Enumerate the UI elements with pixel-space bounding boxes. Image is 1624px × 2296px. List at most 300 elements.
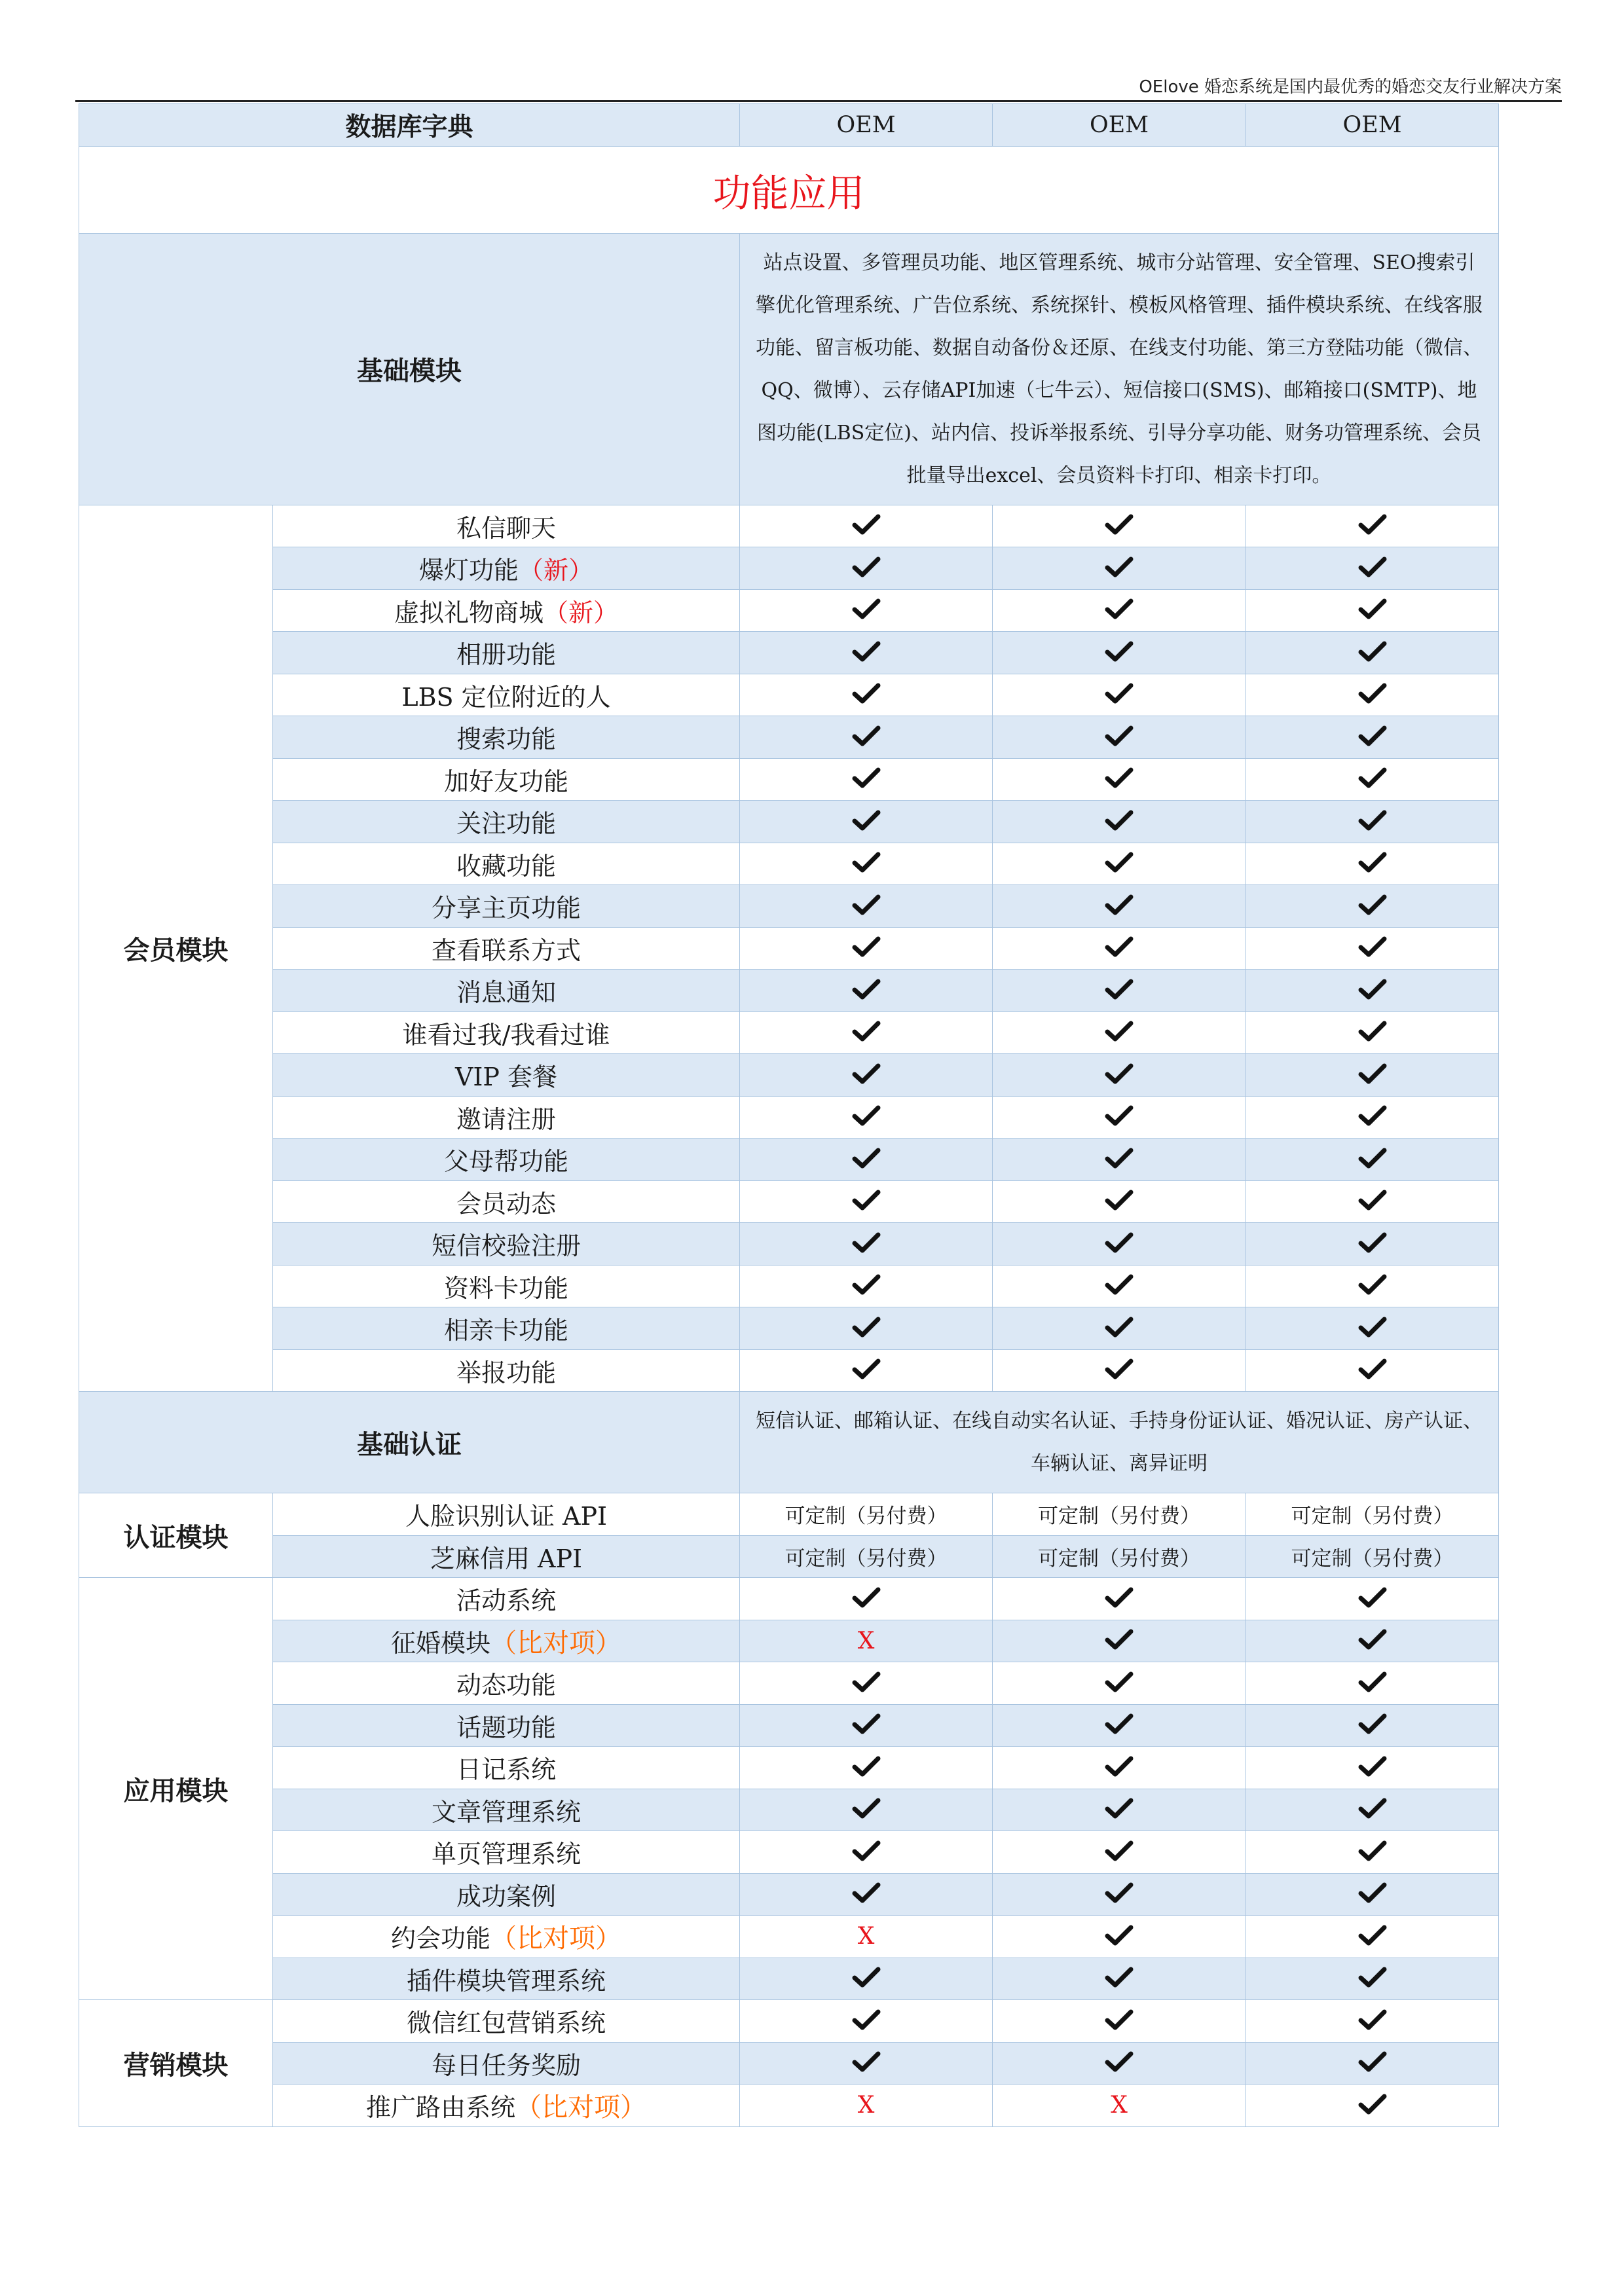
check-icon: [852, 1586, 881, 1609]
check-icon: [1105, 724, 1134, 748]
feature-label: 父母帮功能: [444, 1147, 569, 1176]
table-header-row: [79, 104, 1499, 147]
table-row: [79, 505, 1499, 547]
check-icon: [1105, 640, 1134, 663]
check-icon: [1105, 1965, 1134, 1989]
check-icon: [1358, 935, 1387, 958]
group-label: 会员模块: [79, 505, 273, 1392]
supported-cell: [1246, 547, 1499, 590]
table-row: [79, 1535, 1499, 1578]
check-icon: [1105, 1712, 1134, 1736]
check-icon: [852, 1839, 881, 1863]
compare-tag: （比对项）: [515, 2092, 647, 2123]
check-icon: [852, 1315, 881, 1339]
feature-label: 搜索功能: [456, 725, 557, 754]
table-row: [79, 1139, 1499, 1181]
custom-price-cell: 可定制（另付费）: [993, 1535, 1246, 1578]
check-icon: [852, 1019, 881, 1043]
check-icon: [852, 1712, 881, 1736]
supported-cell: [740, 801, 993, 843]
check-icon: [1105, 850, 1134, 874]
check-icon: [1358, 640, 1387, 663]
supported-cell: [1246, 1873, 1499, 1916]
supported-cell: [1246, 970, 1499, 1012]
feature-name: [273, 2042, 740, 2085]
check-icon: [852, 850, 881, 874]
feature-name: [273, 1265, 740, 1307]
feature-name: [273, 1493, 740, 1536]
unsupported-cell: [740, 1620, 993, 1662]
supported-cell: [740, 1180, 993, 1223]
supported-cell: [1246, 1139, 1499, 1181]
feature-name: [273, 1349, 740, 1392]
feature-label: 查看联系方式: [432, 936, 581, 965]
supported-cell: [993, 1349, 1246, 1392]
feature-name: [273, 632, 740, 674]
check-icon: [852, 2050, 881, 2073]
page-header: OElove 婚恋系统是国内最优秀的婚恋交友行业解决方案: [1139, 77, 1562, 97]
check-icon: [852, 1796, 881, 1820]
feature-name: [273, 674, 740, 716]
table-row: [79, 589, 1499, 632]
check-icon: [1358, 1188, 1387, 1212]
check-icon: [1105, 809, 1134, 832]
check-icon: [852, 1881, 881, 1904]
check-icon: [1105, 1273, 1134, 1296]
check-icon: [1105, 1188, 1134, 1212]
check-icon: [852, 1357, 881, 1381]
supported-cell: [1246, 1789, 1499, 1831]
custom-price-cell: 可定制（另付费）: [993, 1493, 1246, 1536]
edition-header: OEM: [1246, 104, 1499, 147]
check-icon: [852, 1670, 881, 1694]
group-label: 营销模块: [79, 2000, 273, 2127]
check-icon: [1105, 1755, 1134, 1778]
supported-cell: [740, 885, 993, 928]
check-icon: [1358, 682, 1387, 705]
supported-cell: [993, 1873, 1246, 1916]
feature-label: 短信校验注册: [432, 1231, 581, 1261]
table-row: [79, 674, 1499, 716]
feature-label: VIP 套餐: [454, 1063, 558, 1092]
feature-name: [273, 1180, 740, 1223]
supported-cell: [1246, 632, 1499, 674]
feature-label: 推广路由系统: [366, 2093, 516, 2123]
supported-cell: [993, 716, 1246, 759]
feature-label: 人脸识别认证 API: [405, 1502, 608, 1531]
feature-label: 芝麻信用 API: [430, 1544, 583, 1573]
supported-cell: [993, 1620, 1246, 1662]
check-icon: [852, 1146, 881, 1170]
check-icon: [852, 597, 881, 621]
feature-name: [273, 1096, 740, 1139]
supported-cell: [1246, 801, 1499, 843]
unsupported-cell: [740, 2085, 993, 2127]
check-icon: [852, 809, 881, 832]
check-icon: [1358, 1628, 1387, 1651]
check-icon: [852, 1357, 881, 1381]
check-icon: [1358, 597, 1387, 621]
check-icon: [1358, 1755, 1387, 1778]
check-icon: [1358, 1965, 1387, 1989]
check-icon: [1358, 1104, 1387, 1127]
check-icon: [1105, 682, 1134, 705]
check-icon: [1105, 2008, 1134, 2032]
feature-label: 约会功能: [391, 1924, 491, 1954]
unsupported-cell: [993, 2085, 1246, 2127]
feature-name: [273, 1916, 740, 1958]
check-icon: [1105, 1923, 1134, 1947]
supported-cell: [993, 632, 1246, 674]
supported-cell: [993, 547, 1246, 590]
check-icon: [1358, 555, 1387, 579]
check-icon: [1358, 1923, 1387, 1947]
feature-name: [273, 547, 740, 590]
check-icon: [1105, 1231, 1134, 1254]
feature-label: 加好友功能: [444, 767, 569, 796]
supported-cell: [993, 674, 1246, 716]
supported-cell: [1246, 505, 1499, 547]
check-icon: [1105, 1315, 1134, 1339]
check-icon: [852, 1104, 881, 1127]
supported-cell: [993, 1747, 1246, 1789]
check-icon: [1105, 766, 1134, 790]
supported-cell: [993, 1831, 1246, 1874]
check-icon: [852, 597, 881, 621]
check-icon: [1105, 1712, 1134, 1736]
supported-cell: [1246, 1265, 1499, 1307]
check-icon: [1105, 555, 1134, 579]
supported-cell: [993, 1704, 1246, 1747]
check-icon: [1105, 2008, 1134, 2032]
basic-module-label: 基础模块: [79, 233, 740, 505]
check-icon: [852, 555, 881, 579]
check-icon: [852, 724, 881, 748]
supported-cell: [1246, 1096, 1499, 1139]
table-row: [79, 2085, 1499, 2127]
supported-cell: [1246, 1620, 1499, 1662]
supported-cell: [1246, 885, 1499, 928]
unsupported-cell: [740, 1916, 993, 1958]
feature-name: [273, 1139, 740, 1181]
check-icon: [852, 640, 881, 663]
supported-cell: [740, 1747, 993, 1789]
edition-header: OEM: [993, 104, 1246, 147]
supported-cell: [993, 758, 1246, 801]
table-row: [79, 2042, 1499, 2085]
feature-label: 成功案例: [456, 1882, 557, 1911]
supported-cell: [740, 589, 993, 632]
check-icon: [1358, 513, 1387, 536]
check-icon: [852, 513, 881, 536]
check-icon: [852, 555, 881, 579]
check-icon: [1105, 1146, 1134, 1170]
supported-cell: [1246, 2042, 1499, 2085]
table-row: [79, 716, 1499, 759]
feature-label: 私信聊天: [456, 513, 557, 543]
check-icon: [1105, 724, 1134, 748]
check-icon: [1105, 1019, 1134, 1043]
feature-label: 分享主页功能: [432, 894, 581, 923]
check-icon: [852, 1019, 881, 1043]
section-title: 功能应用: [79, 146, 1499, 233]
check-icon: [1358, 893, 1387, 917]
check-icon: [1358, 977, 1387, 1001]
check-icon: [852, 1231, 881, 1254]
supported-cell: [740, 1139, 993, 1181]
table-row: [79, 1704, 1499, 1747]
check-icon: [1358, 1712, 1387, 1736]
check-icon: [1358, 1628, 1387, 1651]
check-icon: [852, 1796, 881, 1820]
check-icon: [852, 1965, 881, 1989]
check-icon: [852, 1839, 881, 1863]
check-icon: [1105, 1628, 1134, 1651]
check-icon: [852, 766, 881, 790]
check-icon: [852, 1188, 881, 1212]
supported-cell: [740, 674, 993, 716]
check-icon: [1358, 724, 1387, 748]
check-icon: [1105, 893, 1134, 917]
supported-cell: [993, 1916, 1246, 1958]
supported-cell: [740, 970, 993, 1012]
supported-cell: [1246, 1307, 1499, 1350]
cross-icon: X: [857, 1627, 875, 1654]
supported-cell: [740, 1054, 993, 1097]
table-row: [79, 885, 1499, 928]
supported-cell: [1246, 1747, 1499, 1789]
supported-cell: [740, 843, 993, 885]
check-icon: [852, 1104, 881, 1127]
cross-icon: X: [857, 1923, 875, 1950]
supported-cell: [993, 1054, 1246, 1097]
check-icon: [1358, 1019, 1387, 1043]
feature-label: 文章管理系统: [432, 1797, 581, 1827]
section-title-row: [79, 146, 1499, 233]
supported-cell: [993, 801, 1246, 843]
feature-name: [273, 758, 740, 801]
check-icon: [1358, 850, 1387, 874]
supported-cell: [740, 1958, 993, 2000]
check-icon: [1105, 1796, 1134, 1820]
check-icon: [1105, 1965, 1134, 1989]
table-row: [79, 1349, 1499, 1392]
check-icon: [852, 1670, 881, 1694]
supported-cell: [1246, 1054, 1499, 1097]
check-icon: [852, 513, 881, 536]
supported-cell: [1246, 716, 1499, 759]
check-icon: [1105, 1839, 1134, 1863]
table-row: [79, 758, 1499, 801]
supported-cell: [740, 632, 993, 674]
check-icon: [1105, 1019, 1134, 1043]
compare-tag: （比对项）: [490, 1628, 622, 1658]
check-icon: [1358, 809, 1387, 832]
supported-cell: [740, 505, 993, 547]
check-icon: [1358, 893, 1387, 917]
supported-cell: [1246, 758, 1499, 801]
check-icon: [1358, 850, 1387, 874]
check-icon: [1358, 1231, 1387, 1254]
supported-cell: [740, 716, 993, 759]
check-icon: [1105, 1670, 1134, 1694]
supported-cell: [993, 885, 1246, 928]
check-icon: [1358, 766, 1387, 790]
check-icon: [1105, 1104, 1134, 1127]
custom-price-cell: 可定制（另付费）: [1246, 1493, 1499, 1536]
supported-cell: [1246, 843, 1499, 885]
supported-cell: [740, 1578, 993, 1620]
supported-cell: [1246, 2000, 1499, 2043]
check-icon: [1358, 2050, 1387, 2073]
check-icon: [852, 1315, 881, 1339]
supported-cell: [1246, 1223, 1499, 1266]
feature-name: [273, 1662, 740, 1705]
basic-auth-description: 短信认证、邮箱认证、在线自动实名认证、手持身份证认证、婚况认证、房产认证、车辆认证、离异证明: [740, 1392, 1499, 1493]
table-row: [79, 1916, 1499, 1958]
feature-label: 日记系统: [456, 1755, 557, 1785]
basic-auth-label: 基础认证: [79, 1392, 740, 1493]
supported-cell: [993, 2000, 1246, 2043]
feature-name: [273, 2000, 740, 2043]
table-row: [79, 801, 1499, 843]
supported-cell: [740, 1662, 993, 1705]
check-icon: [1358, 1104, 1387, 1127]
check-icon: [852, 1188, 881, 1212]
supported-cell: [740, 1223, 993, 1266]
table-row: [79, 1747, 1499, 1789]
check-icon: [1358, 555, 1387, 579]
feature-label: 相亲卡功能: [444, 1316, 569, 1345]
table-row: [79, 1307, 1499, 1350]
check-icon: [852, 1965, 881, 1989]
check-icon: [852, 1273, 881, 1296]
check-icon: [1358, 1019, 1387, 1043]
check-icon: [1105, 766, 1134, 790]
check-icon: [852, 766, 881, 790]
check-icon: [1105, 1881, 1134, 1904]
edition-header: OEM: [740, 104, 993, 147]
supported-cell: [993, 1578, 1246, 1620]
check-icon: [852, 682, 881, 705]
check-icon: [1358, 1273, 1387, 1296]
check-icon: [1358, 1315, 1387, 1339]
supported-cell: [740, 1349, 993, 1392]
supported-cell: [740, 1704, 993, 1747]
supported-cell: [740, 1789, 993, 1831]
check-icon: [1358, 977, 1387, 1001]
table-row: [79, 843, 1499, 885]
table-row: [79, 970, 1499, 1012]
check-icon: [852, 935, 881, 958]
feature-label: 关注功能: [456, 809, 557, 839]
supported-cell: [993, 1139, 1246, 1181]
feature-label: 会员动态: [456, 1189, 557, 1218]
check-icon: [1105, 1315, 1134, 1339]
check-icon: [852, 977, 881, 1001]
check-icon: [1358, 1586, 1387, 1609]
check-icon: [1358, 766, 1387, 790]
check-icon: [1105, 1062, 1134, 1085]
check-icon: [1358, 2050, 1387, 2073]
supported-cell: [740, 2000, 993, 2043]
supported-cell: [993, 1223, 1246, 1266]
check-icon: [1358, 2008, 1387, 2032]
check-icon: [1358, 1357, 1387, 1381]
new-tag: （新）: [544, 598, 619, 627]
group-label: 认证模块: [79, 1493, 273, 1578]
table-row: [79, 927, 1499, 970]
check-icon: [1358, 682, 1387, 705]
table-row: [79, 2000, 1499, 2043]
check-icon: [1358, 724, 1387, 748]
feature-name: [273, 1873, 740, 1916]
check-icon: [1105, 850, 1134, 874]
check-icon: [1358, 1881, 1387, 1904]
group-label: 应用模块: [79, 1578, 273, 2000]
supported-cell: [1246, 1958, 1499, 2000]
feature-name: [273, 2085, 740, 2127]
supported-cell: [740, 547, 993, 590]
feature-name: [273, 1620, 740, 1662]
supported-cell: [740, 1265, 993, 1307]
check-icon: [852, 1231, 881, 1254]
feature-label: 每日任务奖励: [432, 2050, 581, 2080]
check-icon: [1105, 597, 1134, 621]
check-icon: [1358, 935, 1387, 958]
table-row: [79, 632, 1499, 674]
supported-cell: [1246, 1011, 1499, 1054]
feature-label: 相册功能: [456, 640, 557, 670]
cross-icon: X: [857, 2092, 875, 2119]
feature-name: [273, 589, 740, 632]
supported-cell: [993, 1662, 1246, 1705]
check-icon: [1358, 1796, 1387, 1820]
feature-name: [273, 1223, 740, 1266]
check-icon: [1105, 1586, 1134, 1609]
check-icon: [1358, 1231, 1387, 1254]
feature-name: [273, 1958, 740, 2000]
check-icon: [1105, 640, 1134, 663]
feature-table: [79, 103, 1499, 2127]
supported-cell: [740, 927, 993, 970]
check-icon: [1358, 1273, 1387, 1296]
table-row: [79, 1054, 1499, 1097]
check-icon: [1358, 1881, 1387, 1904]
check-icon: [852, 2050, 881, 2073]
supported-cell: [1246, 1180, 1499, 1223]
table-row: [79, 1831, 1499, 1874]
supported-cell: [993, 505, 1246, 547]
check-icon: [1358, 2008, 1387, 2032]
supported-cell: [1246, 674, 1499, 716]
check-icon: [1105, 597, 1134, 621]
feature-label: 收藏功能: [456, 851, 557, 881]
check-icon: [852, 1712, 881, 1736]
check-icon: [852, 977, 881, 1001]
supported-cell: [740, 1096, 993, 1139]
check-icon: [1105, 1146, 1134, 1170]
table-row: [79, 1789, 1499, 1831]
check-icon: [1358, 1965, 1387, 1989]
check-icon: [852, 682, 881, 705]
check-icon: [1358, 1062, 1387, 1085]
table-row: [79, 1011, 1499, 1054]
check-icon: [1105, 1586, 1134, 1609]
check-icon: [1105, 2050, 1134, 2073]
check-icon: [852, 1062, 881, 1085]
table-row: [79, 547, 1499, 590]
